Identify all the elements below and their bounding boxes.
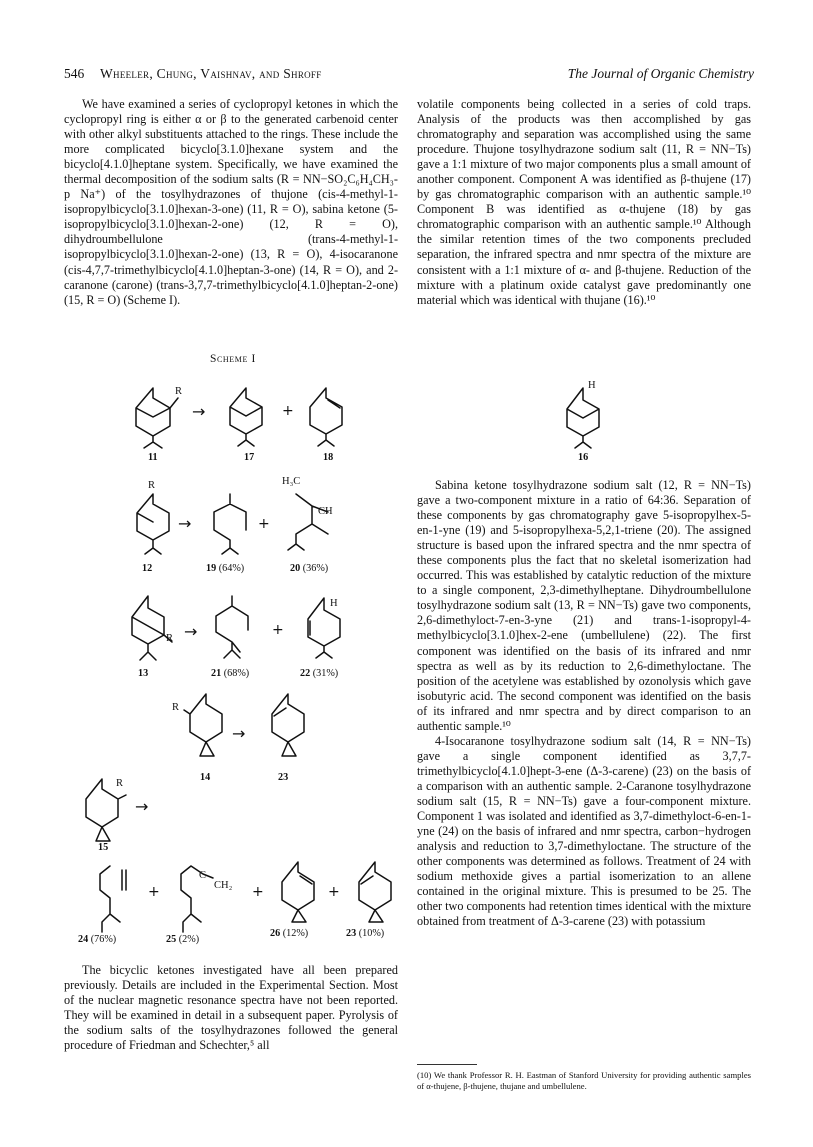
- right-column-upper: [417, 97, 751, 308]
- structure-23a: [258, 690, 318, 770]
- footnote-rule: [417, 1064, 477, 1065]
- substituent-r: R: [148, 480, 156, 491]
- compound-label-22: 22 (31%): [300, 668, 339, 679]
- reaction-arrow: →: [135, 797, 149, 816]
- compound-label-20: 20 (36%): [290, 563, 329, 574]
- substituent-r: R: [175, 386, 183, 397]
- structure-22: [296, 592, 356, 667]
- structure-23b: [345, 858, 405, 933]
- page-number: 546: [64, 66, 85, 81]
- substituent-h: H: [330, 598, 338, 609]
- running-authors: Wheeler, Chung, Vaishnav, and Shroff: [100, 66, 322, 81]
- substituent-h: H: [588, 380, 596, 391]
- substituent-r: R: [172, 702, 180, 713]
- paragraph: The bicyclic ketones investigated have all been prepared previously. Details are included in the Experimental Section. Most of the nuclear magnetic resonance spectra have not been reported. They will be examined in detail in a subsequent paper. Pyrolysis of the sodium salts of the tosylhydrazones followed the general procedure of Friedman and Schechter,⁵ all: [64, 963, 398, 1053]
- compound-label-23: 23 (10%): [346, 928, 385, 939]
- reaction-arrow: →: [232, 724, 246, 743]
- structure-13: [112, 592, 184, 667]
- compound-label-11: 11: [148, 452, 158, 463]
- right-column-lower: [417, 478, 751, 929]
- structure-12: [123, 492, 183, 562]
- structure-24: [82, 860, 142, 940]
- structure-19: [200, 492, 260, 562]
- substituent-ch2: CH₂: [214, 880, 233, 891]
- left-column-intro: [64, 97, 398, 308]
- structure-17: [218, 380, 278, 450]
- structure-26: [268, 858, 328, 933]
- compound-label-16: 16: [578, 452, 589, 463]
- substituent-r: R: [116, 778, 124, 789]
- compound-label-21: 21 (68%): [211, 668, 250, 679]
- scheme-title: Scheme I: [210, 353, 256, 365]
- compound-label-26: 26 (12%): [270, 928, 309, 939]
- structure-16: [555, 382, 615, 452]
- substituent-h3c: H₃C: [282, 476, 301, 487]
- paragraph: 4-Isocaranone tosylhydrazone sodium salt (14, R = NN−Ts) gave a single component identified as 3,7,7-trimethylbicyclo[4.1.0]hept-3-ene (Δ-3-carene) (23) on the basis of a comparison with an authentic sample. 2-Caranone tosylhydrazone sodium salt (15, R = NN−Ts) gave a four-component mixture. Component 1 was isolated and identified as 3,7-dimethyloct-6-en-1-yne (24) on the basis of infrared and nmr spectra, carbon−hydrogen analysis and reduction to 3,7-dimethyloctane. The structure of the other components was determined as follows. Treatment of 24 with sodium methoxide gives a partial isomerization to an allene contained in the original mixture. This is presumed to be 25. The other two components had retention times identical with the mixture obtained from treatment of Δ-3-carene (23) with potassium: [417, 733, 751, 929]
- page-header: [64, 66, 754, 86]
- compound-label-15: 15: [98, 842, 109, 853]
- compound-label-14: 14: [200, 772, 211, 783]
- footnote-text: (10) We thank Professor R. H. Eastman of Stanford University for providing authentic samples of α-thujene, β-thujene, thujane and umbellulene.: [417, 1070, 751, 1091]
- plus-sign: +: [148, 884, 160, 900]
- reaction-arrow: →: [178, 514, 192, 533]
- plus-sign: +: [272, 622, 284, 638]
- reaction-arrow: →: [184, 622, 198, 641]
- plus-sign: +: [282, 403, 294, 419]
- left-column-lower: [64, 963, 398, 1053]
- paragraph: We have examined a series of cyclopropyl ketones in which the cyclopropyl ring is either α or β to the generated carbenoid center with other alkyl substituents attached to the rings. These include the more complicated bicyclo[3.1.0]hexane system and the bicyclo[4.1.0]heptane system. Specifically, we have examined the thermal decomposition of the sodium salts (R = NN−SO₂C₆H₄CH₃-p Na⁺) of the tosylhydrazones of thujone (cis-4-methyl-1-isopropylbicyclo[3.1.0]hexan-3-one) (11, R = O), sabina ketone (5-isopropylbicyclo[3.1.0]hexan-2-one) (12, R = O), dihydroumbellulone (trans-4-methyl-1-isopropylbicyclo[3.1.0]hexan-2-one) (13, R = O), 4-isocaranone (cis-4,7,7-trimethylbicyclo[4.1.0]heptan-3-one) (14, R = O), and 2-caranone (carone) (trans-3,7,7-trimethylbicyclo[4.1.0]heptan-2-one) (15, R = O) (Scheme I).: [64, 97, 398, 307]
- plus-sign: +: [328, 884, 340, 900]
- structure-20: [282, 480, 352, 565]
- structure-18: [298, 380, 358, 450]
- compound-label-13: 13: [138, 668, 149, 679]
- paragraph: Sabina ketone tosylhydrazone sodium salt (12, R = NN−Ts) gave a two-component mixture in a ratio of 64:36. Separation of these components by gas chromatography gave 5-isopropylhex-5-en-1-yne (19) and 5-isopropylhexa-5,2,1-triene (20). The assigned structure is based upon the infrared spectra and the nmr spectra of these components plus the fact that no skeletal isomerization had occurred. This was established by catalytic reduction of the mixture to a single component, 2,3-dimethylheptane. Dihydroumbellulone tosylhydrazone sodium salt (13, R = NN−Ts) gave two components, 2,6-dimethyloct-7-en-3-yne (21) and trans-1-isopropyl-4-methylbicyclo[3.1.0]hex-2-ene (umbellulene) (22). The first component was identified on the basis of its infrared and nmr spectra as well as by its reduction to 2,6-dimethyloctane. The position of the acetylene was established by ozonolysis which gave isobutyric acid. The second component was identified on the basis of its infrared and nmr spectra and by direct comparison to an authentic sample.¹⁰: [417, 478, 751, 733]
- compound-label-19: 19 (64%): [206, 563, 245, 574]
- compound-label-18: 18: [323, 452, 334, 463]
- journal-name: The Journal of Organic Chemistry: [567, 66, 754, 81]
- reaction-arrow: →: [192, 402, 206, 421]
- substituent-ch: CH: [318, 506, 333, 517]
- structure-21: [202, 592, 262, 667]
- substituent-c: C: [199, 870, 207, 881]
- compound-label-23: 23: [278, 772, 289, 783]
- substituent-r: R: [166, 633, 174, 644]
- footnote: [417, 1070, 751, 1091]
- compound-label-24: 24 (76%): [78, 934, 117, 945]
- plus-sign: +: [258, 516, 270, 532]
- compound-label-25: 25 (2%): [166, 934, 200, 945]
- paragraph: volatile components being collected in a series of cold traps. Analysis of the products was then accomplished by gas chromatography and separation was accomplished using the same procedure. Thujone tosylhydrazone sodium salt (11, R = NN−Ts) gave a 1:1 mixture of two major components plus a small amount of another component. Component A was identified as β-thujene (17) by gas chromatographic comparison with an authentic sample.¹⁰ Component B was identified as α-thujene (18) by gas chromatographic comparison with an authentic sample.¹⁰ Although the similar retention times of the two components precluded separation, the infrared spectra and nmr spectra of the mixture are consistent with a 1:1 mixture of α- and β-thujene. Reduction of the mixture with a platinum oxide catalyst gave predominantly one material which was identical with thujane (16).¹⁰: [417, 97, 751, 307]
- compound-label-17: 17: [244, 452, 255, 463]
- plus-sign: +: [252, 884, 264, 900]
- compound-label-12: 12: [142, 563, 153, 574]
